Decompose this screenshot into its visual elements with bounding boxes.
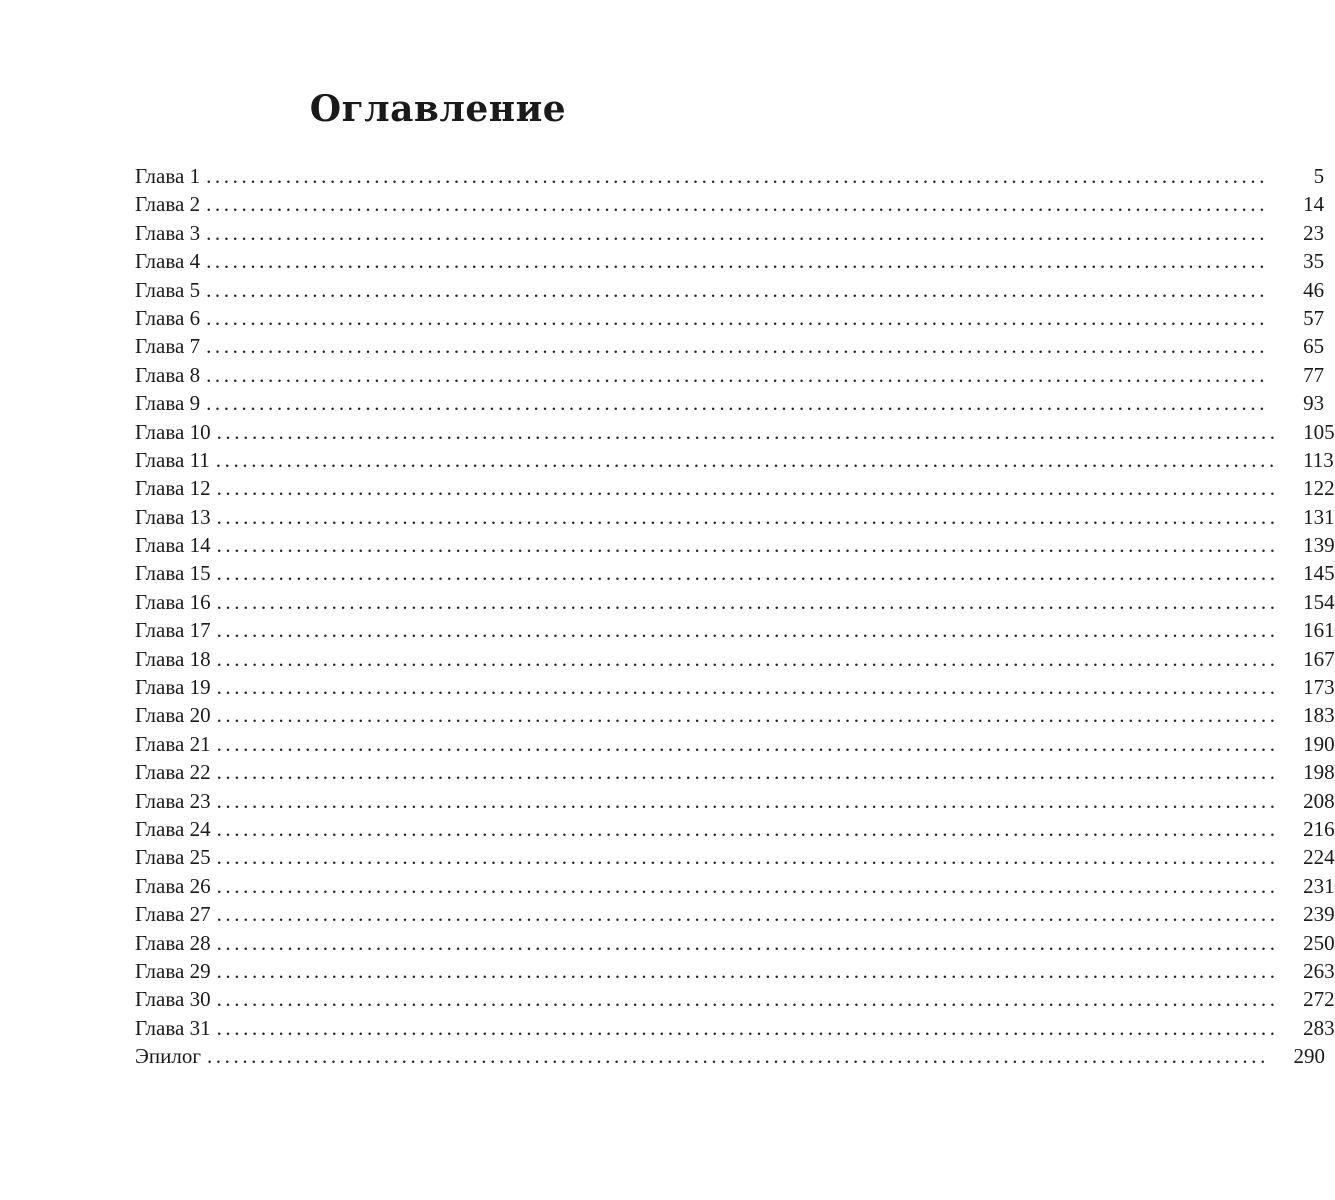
toc-entry-page-number: 46: [1303, 277, 1325, 302]
dot-leader: ........................................................................................................................: [216, 1015, 1279, 1040]
toc-entry[interactable]: [135, 1014, 1335, 1042]
toc-entry-label: Глава 9: [135, 391, 201, 416]
toc-entry[interactable]: [135, 872, 1335, 900]
toc-entry-page-number: 283: [1303, 1015, 1335, 1040]
toc-entry[interactable]: [135, 446, 1334, 474]
toc-entry[interactable]: [135, 673, 1335, 701]
toc-entry[interactable]: [135, 418, 1335, 446]
toc-entry-label: Глава 7: [135, 334, 201, 359]
toc-entry-label: Глава 22: [135, 760, 211, 785]
toc-entry-label: Глава 24: [135, 816, 211, 841]
toc-entry-label: Глава 1: [135, 164, 201, 188]
dot-leader: ........................................................................................................................: [216, 816, 1279, 841]
dot-leader: ........................................................................................................................: [206, 277, 1269, 302]
dot-leader: ........................................................................................................................: [216, 731, 1279, 756]
toc-entry-page-number: 239: [1303, 902, 1335, 927]
toc-entry-page-number: 263: [1303, 958, 1335, 983]
dot-leader: ........................................................................................................................: [216, 646, 1279, 671]
toc-entry-label: Глава 28: [135, 930, 211, 955]
toc-entry-page-number: 65: [1303, 334, 1325, 359]
toc-entry-page-number: 190: [1303, 731, 1335, 756]
toc-entry-label: Глава 18: [135, 646, 211, 671]
toc-entry-page-number: 161: [1303, 618, 1335, 643]
toc-entry-label: Глава 23: [135, 788, 211, 813]
dot-leader: ........................................................................................................................: [216, 618, 1279, 643]
dot-leader: ........................................................................................................................: [216, 760, 1279, 785]
toc-entry-label: Глава 5: [135, 277, 201, 302]
toc-entry[interactable]: [135, 531, 1335, 559]
toc-entry-page-number: 131: [1303, 504, 1335, 529]
toc-entry-page-number: 113: [1303, 447, 1334, 472]
dot-leader: ........................................................................................................................: [206, 220, 1269, 245]
toc-entry-page-number: 208: [1303, 788, 1335, 813]
toc-entry[interactable]: [135, 389, 1325, 417]
dot-leader: ........................................................................................................................: [206, 164, 1269, 188]
toc-entry-label: Глава 31: [135, 1015, 211, 1040]
toc-entry-page-number: 272: [1303, 987, 1335, 1012]
toc-entry-page-number: 122: [1303, 476, 1335, 501]
toc-entry-label: Глава 15: [135, 561, 211, 586]
toc-entry-page-number: 198: [1303, 760, 1335, 785]
toc-entry-page-number: 216: [1303, 816, 1335, 841]
toc-entry[interactable]: [135, 730, 1335, 758]
toc-entry[interactable]: [135, 843, 1335, 871]
toc-entry-label: Глава 16: [135, 589, 211, 614]
dot-leader: ........................................................................................................................: [216, 703, 1279, 728]
dot-leader: ........................................................................................................................: [216, 930, 1279, 955]
toc-entry-page-number: 250: [1303, 930, 1335, 955]
toc-entry-page-number: 290: [1293, 1044, 1325, 1069]
toc-entry-page-number: 183: [1303, 703, 1335, 728]
toc-entry-label: Глава 6: [135, 305, 201, 330]
toc-entry[interactable]: [135, 758, 1335, 786]
toc-entry-label: Глава 14: [135, 533, 211, 558]
toc-entry-label: Глава 21: [135, 731, 211, 756]
toc-entry[interactable]: [135, 985, 1335, 1013]
toc-entry-label: Глава 8: [135, 362, 201, 387]
toc-entry[interactable]: [135, 332, 1325, 360]
toc-entry-page-number: 5: [1313, 164, 1325, 188]
toc-entry-page-number: 167: [1303, 646, 1335, 671]
toc-entry[interactable]: [135, 957, 1335, 985]
toc-entry-label: Глава 11: [135, 447, 210, 472]
toc-entry[interactable]: [135, 474, 1335, 502]
toc-entry-label: Глава 19: [135, 675, 211, 700]
toc-entry[interactable]: [135, 929, 1335, 957]
toc-entry-label: Глава 25: [135, 845, 211, 870]
toc-entry-label: Глава 2: [135, 192, 201, 217]
toc-entry-label: Глава 12: [135, 476, 211, 501]
dot-leader: ........................................................................................................................: [216, 476, 1279, 501]
toc-entry-page-number: 14: [1303, 192, 1325, 217]
toc-entry-page-number: 23: [1303, 220, 1325, 245]
table-of-contents: [135, 162, 1335, 1071]
dot-leader: ........................................................................................................................: [216, 902, 1279, 927]
dot-leader: ........................................................................................................................: [216, 788, 1279, 813]
dot-leader: ........................................................................................................................: [216, 561, 1279, 586]
dot-leader: ........................................................................................................................: [206, 334, 1269, 359]
toc-entry-label: Глава 17: [135, 618, 211, 643]
toc-entry[interactable]: [135, 247, 1325, 275]
toc-entry-page-number: 154: [1303, 589, 1335, 614]
dot-leader: ........................................................................................................................: [206, 391, 1269, 416]
dot-leader: ........................................................................................................................: [215, 447, 1278, 472]
dot-leader: ........................................................................................................................: [206, 1044, 1269, 1069]
toc-entry[interactable]: [135, 503, 1335, 531]
dot-leader: ........................................................................................................................: [216, 675, 1279, 700]
dot-leader: ........................................................................................................................: [206, 305, 1269, 330]
toc-entry-label: Глава 20: [135, 703, 211, 728]
toc-entry[interactable]: [135, 815, 1335, 843]
toc-entry[interactable]: [135, 900, 1335, 928]
toc-entry[interactable]: [135, 1042, 1325, 1070]
toc-entry-label: Глава 3: [135, 220, 201, 245]
dot-leader: ........................................................................................................................: [216, 533, 1279, 558]
toc-entry-label: Глава 4: [135, 249, 201, 274]
toc-entry-label: Глава 27: [135, 902, 211, 927]
dot-leader: ........................................................................................................................: [216, 873, 1279, 898]
toc-entry-label: Глава 30: [135, 987, 211, 1012]
toc-entry-label: Эпилог: [135, 1044, 201, 1069]
toc-entry-page-number: 231: [1303, 873, 1335, 898]
toc-entry[interactable]: [135, 645, 1335, 673]
toc-entry[interactable]: [135, 190, 1325, 218]
toc-entry-label: Глава 29: [135, 958, 211, 983]
toc-entry-page-number: 105: [1303, 419, 1335, 444]
toc-entry[interactable]: [135, 787, 1335, 815]
toc-entry-page-number: 57: [1303, 305, 1325, 330]
toc-entry-page-number: 93: [1303, 391, 1325, 416]
dot-leader: ........................................................................................................................: [216, 845, 1279, 870]
toc-entry-page-number: 224: [1303, 845, 1335, 870]
dot-leader: ........................................................................................................................: [216, 987, 1279, 1012]
dot-leader: ........................................................................................................................: [216, 419, 1279, 444]
dot-leader: ........................................................................................................................: [206, 362, 1269, 387]
toc-entry[interactable]: [135, 559, 1335, 587]
toc-entry[interactable]: [135, 219, 1325, 247]
toc-entry[interactable]: [135, 701, 1335, 729]
page-title: Оглавление: [309, 88, 567, 130]
toc-entry-page-number: 35: [1303, 249, 1325, 274]
toc-entry-label: Глава 10: [135, 419, 211, 444]
toc-entry[interactable]: [135, 304, 1325, 332]
dot-leader: ........................................................................................................................: [216, 958, 1279, 983]
toc-entry[interactable]: [135, 162, 1325, 190]
toc-entry-page-number: 77: [1303, 362, 1325, 387]
toc-entry-page-number: 145: [1303, 561, 1335, 586]
toc-entry[interactable]: [135, 361, 1325, 389]
toc-entry[interactable]: [135, 588, 1335, 616]
dot-leader: ........................................................................................................................: [206, 249, 1269, 274]
toc-entry-page-number: 173: [1303, 675, 1335, 700]
toc-entry-label: Глава 26: [135, 873, 211, 898]
dot-leader: ........................................................................................................................: [206, 192, 1269, 217]
toc-entry[interactable]: [135, 276, 1325, 304]
toc-entry-label: Глава 13: [135, 504, 211, 529]
toc-entry-page-number: 139: [1303, 533, 1335, 558]
dot-leader: ........................................................................................................................: [216, 504, 1279, 529]
dot-leader: ........................................................................................................................: [216, 589, 1279, 614]
toc-entry[interactable]: [135, 616, 1335, 644]
